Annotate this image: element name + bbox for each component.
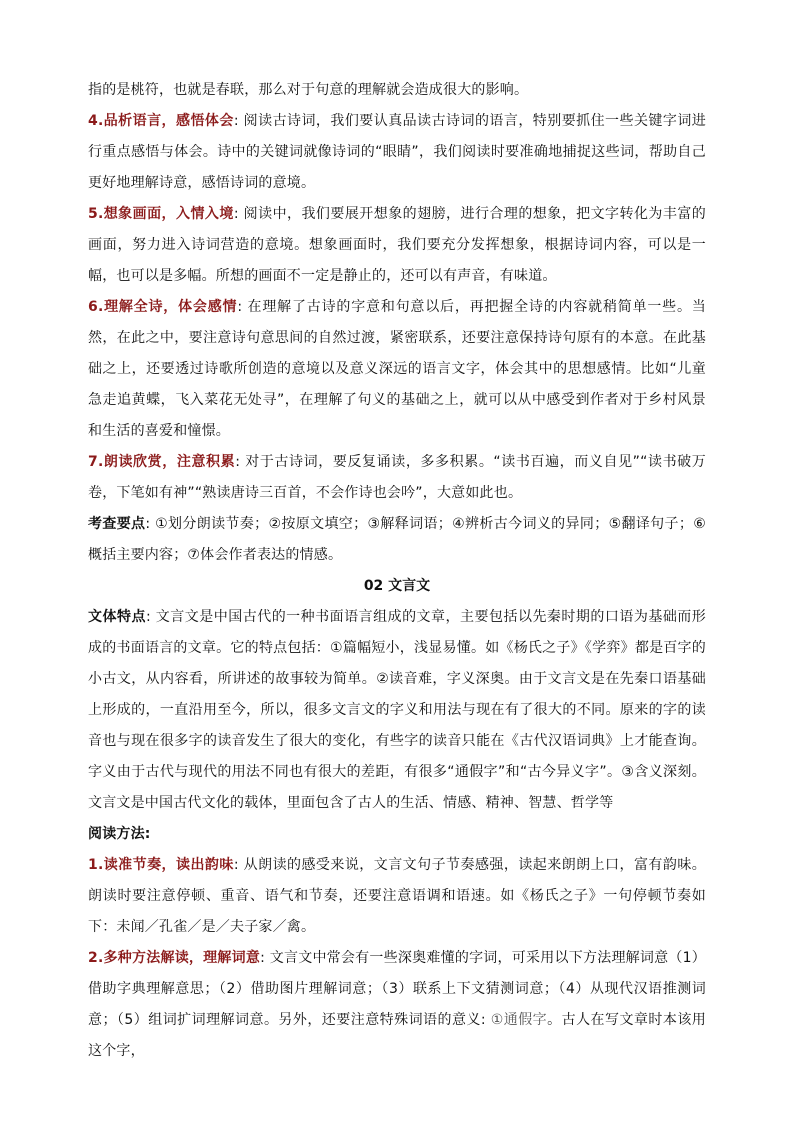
paragraph-tip-6 (88, 292, 706, 447)
paragraph-tip-5 (88, 199, 706, 292)
method-heading: 1.读准节奏，读出韵味 (88, 857, 234, 873)
paragraph-text: 指的是桃符，也就是春联，那么对于句意的理解就会造成很大的影响。 (88, 82, 529, 98)
paragraph-text: : 对于古诗词，要反复诵读，多多积累。“读书百遍，而义自见”“读书破万卷，下笔如有神”“熟读唐诗三百首，不会作诗也会吟”，大意如此也。 (88, 454, 706, 501)
paragraph-text: : 在理解了古诗的字意和句意以后，再把握全诗的内容就稍简单一些。当然，在此之中，要注意诗句意思间的自然过渡，紧密联系，还要注意保持诗句原有的本意。在此基础之上，还要透过诗歌所创造的意境以及意义深远的语言文字，体会其中的思想感情。比如“儿童急走追黄蝶，飞入菜花无处寻”，在理解了句义的基础之上，就可以从中感受到作者对于乡村风景和生活的喜爱和憧憬。 (88, 299, 707, 439)
paragraph-text: : 文言文是中国古代的一种书面语言组成的文章，主要包括以先秦时期的口语为基础而形成的书面语言的文章。它的特点包括：①篇幅短小，浅显易懂。如《杨氏之子》《学弈》都是百字的小古文，从内容看，所讲述的故事较为简单。②读音难，字义深奥。由于文言文是在先秦口语基础上形成的，一直沿用至今，所以，很多文言文的字义和用法与现在有了很大的不同。原来的字的读音也与现在很多字的读音发生了很大的变化，有些字的读音只能在《古代汉语词典》上才能查询。字义由于古代与现代的用法不同也有很大的差距，有很多“通假字”和“古今异义字”。③含义深刻。文言文是中国古代文化的载体，里面包含了古人的生活、情感、精神、智慧、哲学等 (88, 609, 706, 811)
genre-features-heading: 文体特点 (88, 609, 146, 625)
paragraph-text: : 阅读中，我们要展开想象的翅膀，进行合理的想象，把文字转化为丰富的画面，努力进入诗词营造的意境。想象画面时，我们要充分发挥想象，根据诗词内容，可以是一幅，也可以是多幅。所想的画面不一定是静止的，还可以有声音，有味道。 (88, 206, 706, 284)
tip-heading: 7.朗读欣赏，注意积累 (88, 454, 236, 470)
paragraph-method-1 (88, 850, 706, 943)
paragraph-key-points (88, 509, 706, 571)
tip-heading: 5.想象画面，入情入境 (88, 206, 234, 222)
paragraph-method-2 (88, 943, 706, 1067)
key-points-heading: 考查要点 (88, 516, 146, 532)
paragraph-tail: 。古人在写文章时本该用这个字， (88, 1012, 706, 1059)
paragraph-text: : 从朗读的感受来说，文言文句子节奏感强，读起来朗朗上口，富有韵味。朗读时要注意停顿、重音、语气和节奏，还要注意语调和语速。如《杨氏之子》一句停顿节奏如下：未闻／孔雀／是／夫子家／禽。 (88, 857, 706, 935)
paragraph-text: : 文言文中常会有一些深奥难懂的字词，可采用以下方法理解词意（1）借助字典理解意思；（2）借助图片理解词意；（3）联系上下文猜测词意；（4）从现代汉语推测词意；（5）组词扩词理解词意。另外，还要注意特殊词语的意义: (88, 950, 706, 1028)
paragraph-tip-4 (88, 106, 706, 199)
section-title: 02 文言文 (363, 578, 431, 594)
tip-heading: 6.理解全诗，体会感情 (88, 299, 238, 315)
tip-heading: 4.品析语言，感悟体会 (88, 113, 234, 129)
paragraph-reading-methods (88, 819, 706, 850)
paragraph-text: : 阅读古诗词，我们要认真品读古诗词的语言，特别要抓住一些关键字词进行重点感悟与体会。诗中的关键词就像诗词的“眼睛”，我们阅读时要准确地捕捉这些词，帮助自己更好地理解诗意，感悟诗词的意境。 (88, 113, 706, 191)
method-heading: 2.多种方法解读，理解词意 (88, 950, 261, 966)
paragraph-tip-7 (88, 447, 706, 509)
tongjia-term: ①通假字 (490, 1012, 548, 1028)
paragraph-genre-features (88, 602, 706, 819)
reading-methods-heading: 阅读方法: (88, 826, 151, 842)
paragraph-text: : ①划分朗读节奏；②按原文填空；③解释词语；④辨析古今词义的异同；⑤翻译句子；⑥概括主要内容；⑦体会作者表达的情感。 (88, 516, 706, 563)
paragraph-continued (88, 75, 706, 106)
